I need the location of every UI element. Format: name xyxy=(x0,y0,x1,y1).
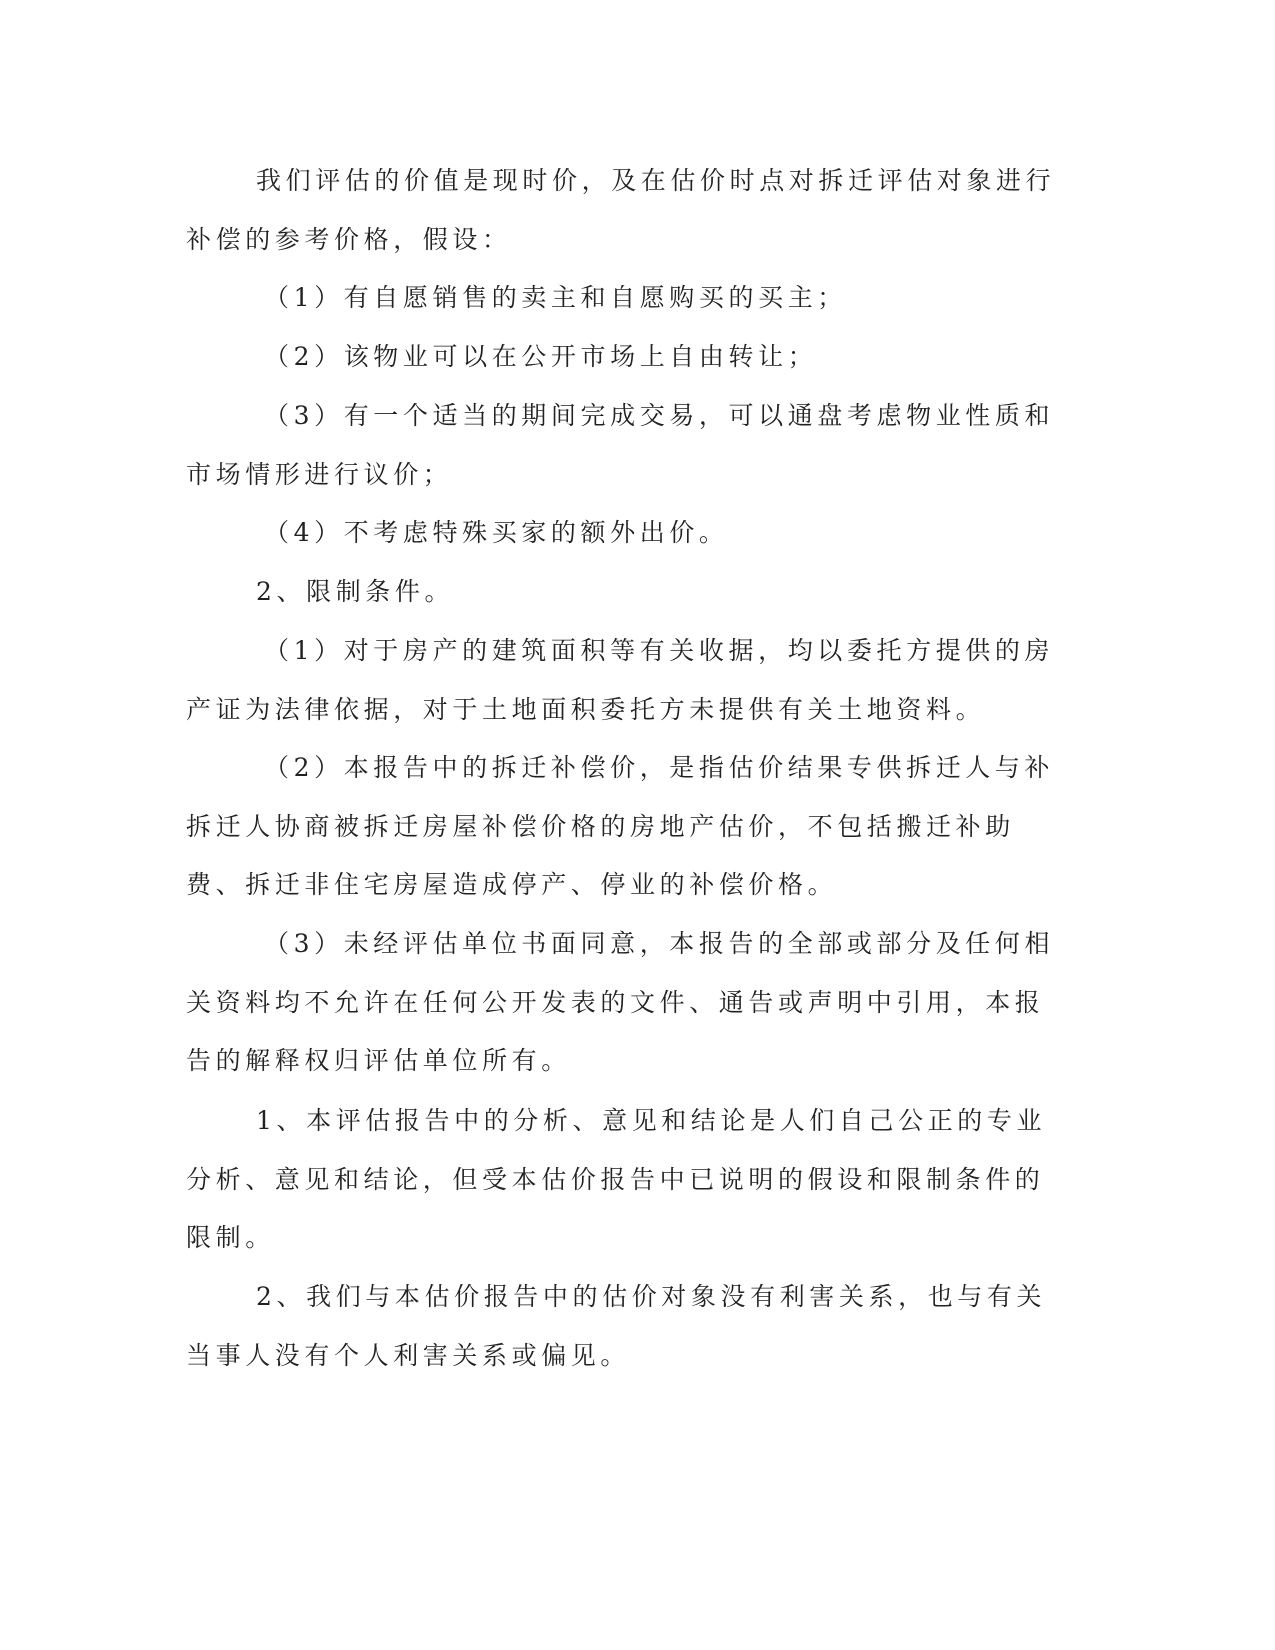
section-heading-restrictions: 2、限制条件。 xyxy=(256,577,455,606)
paragraph-restriction-3: （3）未经评估单位书面同意，本报告的全部或部分及任何相关资料均不允许在任何公开发表的文件、通告或声明中引用，本报告的解释权归评估单位所有。 xyxy=(186,929,1055,1076)
paragraph-restriction-2: （2）本报告中的拆迁补偿价，是指估价结果专供拆迁人与补拆迁人协商被拆迁房屋补偿价格的房地产估价，不包括搬迁补助费、拆迁非住宅房屋造成停产、停业的补偿价格。 xyxy=(186,753,1055,900)
paragraph-statement-2: 2、我们与本估价报告中的估价对象没有利害关系，也与有关当事人没有个人利害关系或偏见。 xyxy=(186,1282,1047,1370)
paragraph-restriction-1: （1）对于房产的建筑面积等有关收据，均以委托方提供的房产证为法律依据，对于土地面积委托方未提供有关土地资料。 xyxy=(186,636,1055,724)
paragraph-assumption-3: （3）有一个适当的期间完成交易，可以通盘考虑物业性质和市场情形进行议价； xyxy=(186,401,1055,489)
paragraph-valuation-basis: 我们评估的价值是现时价，及在估价时点对拆迁评估对象进行补偿的参考价格，假设： xyxy=(186,166,1056,254)
paragraph-assumption-2: （2）该物业可以在公开市场上自由转让； xyxy=(264,342,818,371)
paragraph-assumption-1: （1）有自愿销售的卖主和自愿购买的买主； xyxy=(264,283,847,312)
paragraph-assumption-4: （4）不考虑特殊买家的额外出价。 xyxy=(264,518,729,547)
paragraph-statement-1: 1、本评估报告中的分析、意见和结论是人们自己公正的专业分析、意见和结论，但受本估价报告中已说明的假设和限制条件的限制。 xyxy=(186,1106,1047,1253)
